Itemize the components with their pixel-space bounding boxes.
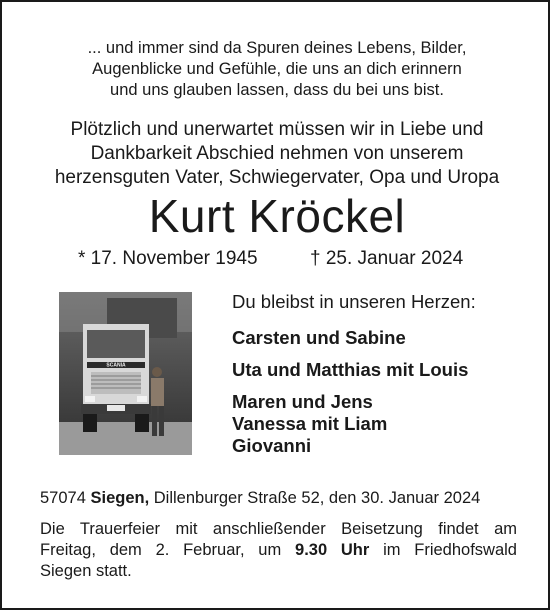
quote-line: Augenblicke und Gefühle, die uns an dich erinnern	[92, 60, 462, 78]
memorial-quote	[2, 38, 550, 101]
announcement-line: Plötzlich und unerwartet müssen wir in Liebe und	[70, 119, 484, 140]
family-member: Uta und Matthias mit Louis	[232, 359, 469, 380]
family-member: Vanessa mit Liam	[232, 413, 388, 434]
family-group	[232, 359, 532, 381]
announcement-line: herzensguten Vater, Schwiegervater, Opa und Uropa	[54, 167, 500, 188]
funeral-service-info	[40, 519, 517, 582]
portrait-photo	[59, 292, 192, 455]
service-line: Siegen statt.	[40, 562, 132, 580]
quote-line: und uns glauben lassen, dass du bei uns bist.	[110, 81, 444, 99]
truck-photo-image	[59, 292, 192, 455]
family-group	[232, 391, 532, 457]
announcement-line: Dankbarkeit Abschied nehmen von unserem	[90, 143, 464, 164]
service-place: im Friedhofswald	[383, 541, 517, 559]
announcement-text	[2, 118, 550, 190]
address-street-date: Dillenburger Straße 52, den 30. Januar 2024	[153, 489, 481, 507]
quote-line: ... und immer sind da Spuren deines Lebens, Bilder,	[87, 39, 467, 57]
family-member: Carsten und Sabine	[232, 327, 406, 348]
family-group	[232, 327, 532, 349]
mourner-address	[40, 488, 520, 508]
service-line: Die Trauerfeier mit anschließender Beisetzung findet am	[40, 520, 517, 538]
family-member: Maren und Jens	[232, 391, 373, 412]
family-lead: Du bleibst in unseren Herzen:	[232, 291, 476, 312]
death-date: † 25. Januar 2024	[310, 248, 464, 269]
family-list	[232, 290, 532, 457]
address-zip: 57074	[40, 489, 86, 507]
life-dates	[2, 248, 550, 272]
address-city: Siegen,	[90, 489, 150, 507]
birth-date: * 17. November 1945	[78, 248, 258, 269]
service-time: 9.30 Uhr	[295, 541, 370, 559]
deceased-name: Kurt Kröckel	[148, 190, 406, 242]
service-line	[40, 540, 517, 561]
truck-brand-text: SCANIA	[106, 362, 126, 369]
family-member: Giovanni	[232, 435, 312, 456]
service-date: Freitag, dem 2. Februar, um	[40, 541, 282, 559]
